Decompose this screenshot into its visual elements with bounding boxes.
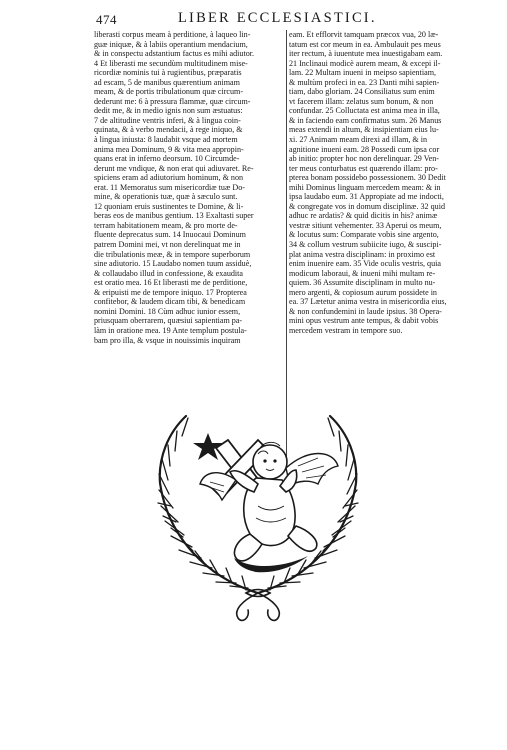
text-line: quans erat in inferno deorsum. 10 Circumde- xyxy=(94,154,240,164)
text-line: meas extendi in altum, & insipientiam eius lu- xyxy=(289,125,439,135)
text-line: mine, & operationis tuæ, quæ à sæculo sunt. xyxy=(94,192,238,202)
text-line: làm in oratione mea. 19 Ante templum postula- xyxy=(94,325,247,335)
text-line: 34 & collum vestrum subiicite iugo, & suscipi- xyxy=(289,240,442,250)
text-line: plat anima vestra disciplinam: in proximo est xyxy=(289,249,436,259)
text-line: xi. 27 Animam meam direxi ad illam, & in xyxy=(289,135,428,145)
text-line: spiciens eram ad adiutorium hominum, & non xyxy=(94,173,244,183)
running-head: LIBER ECCLESIASTICI. xyxy=(178,10,377,26)
text-line: lam. 22 Multam inueni in meipso sapientiam, xyxy=(289,68,437,78)
text-line: mini opus vestrum ante tempus, & dabit vobis xyxy=(289,316,439,326)
text-line: & multùm profeci in ea. 23 Danti mihi sapien- xyxy=(289,77,440,87)
text-line: ter meus conturbatus est quærendo illam: pro- xyxy=(289,163,438,173)
text-line: 7 de altitudine ventris inferi, & à lingua coin- xyxy=(94,115,241,125)
right-column xyxy=(289,30,479,336)
text-line: agnitione inueni eam. 28 Possedi cum ipsa cor xyxy=(289,144,440,154)
text-line: confundar. 25 Colluctata est anima mea in illa, xyxy=(289,106,440,116)
text-line: vt facerem illam: zelatus sum bonum, & non xyxy=(289,96,434,106)
text-line: mercedem vestram in tempore suo. xyxy=(289,325,403,335)
text-line: est oratio mea. 16 Et liberasti me de perditione, xyxy=(94,278,248,288)
text-line: erat. 11 Memoratus sum misericordiæ tuæ Do- xyxy=(94,182,245,192)
text-line: nomini Domini. 18 Cùm adhuc iunior essem, xyxy=(94,306,241,316)
text-line: quinata, & à verbo mendacii, à rege iniquo, & xyxy=(94,125,243,135)
text-line: meam, & de portis tribulationum quæ circum- xyxy=(94,87,244,97)
text-line: iter rectum, à iuuentute mea inuestigabam eam. xyxy=(289,49,443,59)
text-line: & collaudabo illud in confessione, & exaudita xyxy=(94,268,244,278)
text-line: ad escam, 5 de manibus quærentium animam xyxy=(94,77,240,87)
text-line: à lingua iniusta: 8 laudabit vsque ad mortem xyxy=(94,135,238,145)
text-line: & eripuisti me de tempore iniquo. 17 Propterea xyxy=(94,287,247,297)
text-line: dederunt me: 6 à pressura flammæ, quæ circum- xyxy=(94,96,251,106)
text-line: quiem. 36 Assumite disciplinam in multo nu- xyxy=(289,278,436,288)
text-line: ricordiæ nominis tui à rugientibus, præparatis xyxy=(94,68,242,78)
text-line: modicum laboraui, & inueni mihi multam re- xyxy=(289,268,436,278)
text-line: patrem Domini mei, vt non derelinquat me in xyxy=(94,240,241,250)
text-line: dedit me, & in medio ignis non sum æstuatus: xyxy=(94,106,243,116)
text-line: liberasti corpus meam à perditione, à laqueo lin- xyxy=(94,30,251,39)
text-line: tiam, dabo gloriam. 24 Consiliatus sum enim xyxy=(289,87,435,97)
text-line: & congregate vos in domum disciplinæ. 32 quid xyxy=(289,201,446,211)
text-line: 21 Inclinaui modicè aurem meam, & excepi il- xyxy=(289,58,441,68)
text-line: guæ iniquæ, & à labiis operantium mendacium, xyxy=(94,39,248,49)
text-line: priusquam oberrarem, quæsiui sapientiam pa- xyxy=(94,316,243,326)
text-line: sine adiutorio. 15 Laudabo nomen tuum assiduè, xyxy=(94,259,252,269)
text-line: & non confundemini in laude ipsius. 38 Opera- xyxy=(289,306,442,316)
text-line: beras eos de manibus gentium. 13 Exaltasti super xyxy=(94,211,254,221)
text-line: enim inuenire eam. 35 Vide oculis vestris, quia xyxy=(289,259,441,269)
text-line: fluente deprecatus sum. 14 Inuocaui Dominum xyxy=(94,230,246,240)
text-line: pterea bonam possidebo possessionem. 30 Dedit xyxy=(289,173,446,183)
text-line: & in faciendo eam confirmatus sum. 26 Manus xyxy=(289,115,442,125)
text-line: mihi Dominus linguam mercedem meam: & in xyxy=(289,182,441,192)
text-line: & locutus sum: Comparate vobis sine argento, xyxy=(289,230,439,240)
text-line: ab initio: propter hoc non derelinquar. 29 Ven- xyxy=(289,154,439,164)
text-line: 12 quoniam eruis sustinentes te Domine, & li- xyxy=(94,201,244,211)
text-line: tatum est cor meum in ea. Ambulauit pes meus xyxy=(289,39,441,49)
text-line: confitebor, & laudem dicam tibi, & benedicam xyxy=(94,297,246,307)
cherub-with-cross-and-palm-wreath-icon xyxy=(138,388,378,628)
text-line: adhuc re ardatis? & quid dicitis in his? animæ xyxy=(289,211,438,221)
text-line: ea. 37 Lætetur anima vestra in misericordia eius, xyxy=(289,297,447,307)
text-line: bam pro illa, & vsque in nouissimis inquiram xyxy=(94,335,241,345)
page-number: 474 xyxy=(96,12,117,27)
text-line: vestræ sitiunt vehementer. 33 Aperui os meum, xyxy=(289,220,442,230)
text-line: & in conspectu adstantium factus es mihi adiutor. xyxy=(94,49,255,59)
text-line: ipsa laudabo eum. 31 Appropiate ad me indocti, xyxy=(289,192,444,202)
text-line: mero argenti, & copiosum aurum possidete in xyxy=(289,287,437,297)
text-line: derunt me vndique, & non erat qui adiuvaret. Re- xyxy=(94,163,254,173)
left-column xyxy=(94,30,284,345)
text-line: die tribulationis meæ, & in tempore superborum xyxy=(94,249,251,259)
text-line: anima mea Dominum, 9 & vita mea appropin- xyxy=(94,144,244,154)
text-line: eam. Et efflorvit tamquam præcox vua, 20 læ- xyxy=(289,30,439,39)
text-line: 4 Et liberasti me secundùm multitudinem mise- xyxy=(94,58,248,68)
cherub-ornament-icon xyxy=(138,388,378,628)
text-line: terram habitationem meam, & pro morte de- xyxy=(94,220,238,230)
